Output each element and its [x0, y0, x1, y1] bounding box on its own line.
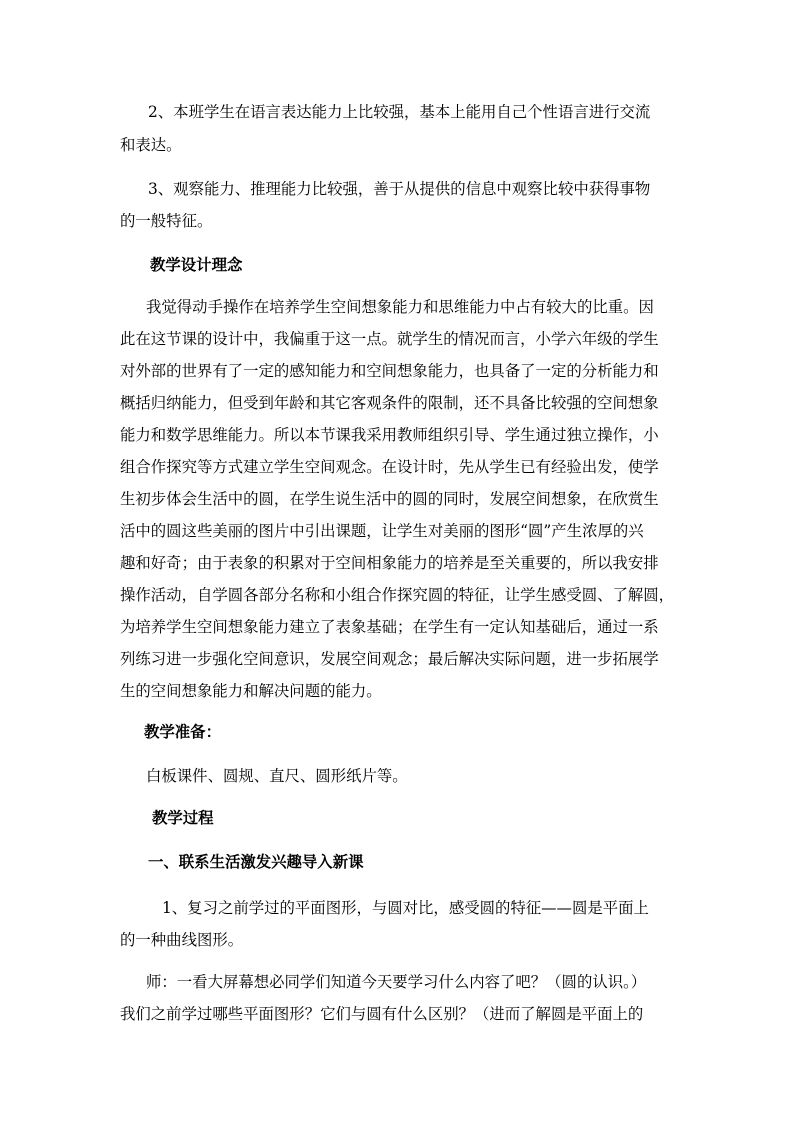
heading-design-concept: 教学设计理念 [150, 256, 243, 274]
step1-line2: 的一种曲线图形。 [120, 931, 244, 949]
design-concept-line-13: 生的空间想象能力和解决问题的能力。 [120, 682, 382, 700]
heading-section1: 一、联系生活激发兴趣导入新课 [148, 853, 364, 871]
heading-process: 教学过程 [152, 809, 214, 827]
item3-line2: 的一般特征。 [120, 212, 213, 230]
preparation-text: 白板课件、圆规、直尺、圆形纸片等。 [146, 767, 408, 785]
teacher-line1: 师：一看大屏幕想必同学们知道今天要学习什么内容了吧？（圆的认识。） [146, 973, 647, 991]
design-concept-line-6: 组合作探究等方式建立学生空间观念。在设计时，先从学生已有经验出发，使学 [120, 458, 659, 476]
design-concept-line-11: 为培养学生空间想象能力建立了表象基础；在学生有一定认知基础后，通过一系 [120, 618, 659, 636]
design-concept-line-3: 对外部的世界有了一定的感知能力和空间想象能力，也具备了一定的分析能力和 [120, 362, 659, 380]
design-concept-line-1: 我觉得动手操作在培养学生空间想象能力和思维能力中占有较大的比重。因 [146, 298, 654, 316]
design-concept-line-5: 能力和数学思维能力。所以本节课我采用教师组织引导、学生通过独立操作，小 [120, 426, 659, 444]
design-concept-line-2: 此在这节课的设计中，我偏重于这一点。就学生的情况而言，小学六年级的学生 [120, 330, 659, 348]
design-concept-line-8: 活中的圆这些美丽的图片中引出课题，让学生对美丽的图形“圆”产生浓厚的兴 [120, 522, 644, 540]
design-concept-line-9: 趣和好奇；由于表象的积累对于空间相象能力的培养是至关重要的，所以我安排 [120, 554, 659, 572]
step1-line1: 1、复习之前学过的平面图形，与圆对比，感受圆的特征——圆是平面上 [162, 899, 649, 917]
item3-line1: 3、观察能力、推理能力比较强，善于从提供的信息中观察比较中获得事物 [148, 180, 651, 198]
design-concept-line-4: 概括归纳能力，但受到年龄和其它客观条件的限制，还不具备比较强的空间想象 [120, 394, 659, 412]
design-concept-line-7: 生初步体会生活中的圆，在学生说生活中的圆的同时，发展空间想象，在欣赏生 [120, 490, 659, 508]
design-concept-line-12: 列练习进一步强化空间意识，发展空间观念；最后解决实际问题，进一步拓展学 [120, 650, 659, 668]
heading-preparation: 教学准备： [144, 723, 221, 741]
design-concept-line-10: 操作活动，自学圆各部分名称和小组合作探究圆的特征，让学生感受圆、了解圆， [120, 586, 675, 604]
teacher-line2: 我们之前学过哪些平面图形？它们与圆有什么区别？（进而了解圆是平面上的 [120, 1005, 644, 1023]
item2-line2: 和表达。 [120, 136, 182, 154]
item2-line1: 2、本班学生在语言表达能力上比较强，基本上能用自己个性语言进行交流 [148, 103, 651, 121]
